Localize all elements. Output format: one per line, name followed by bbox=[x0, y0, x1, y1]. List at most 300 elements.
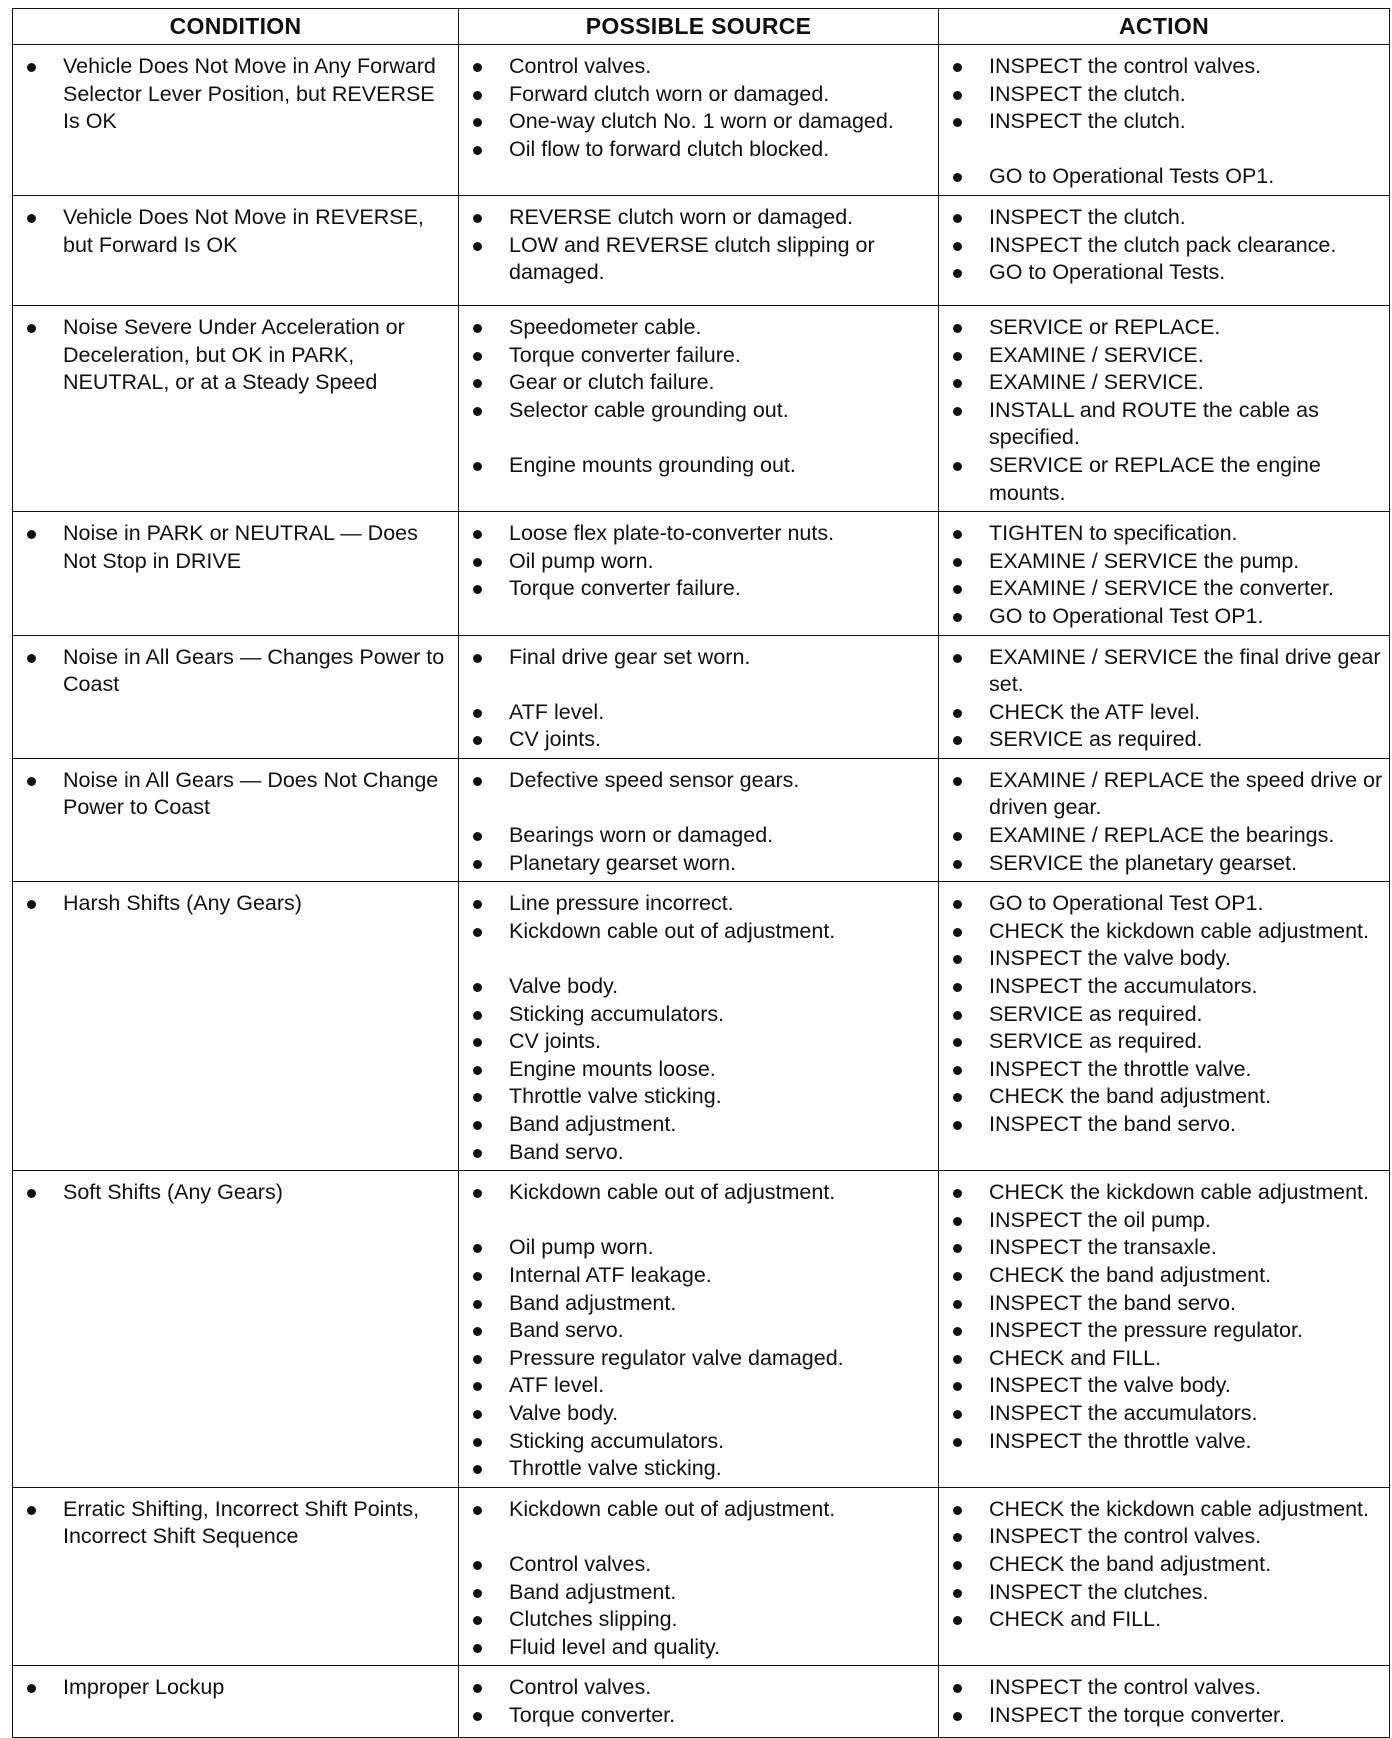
item-text: INSPECT the pressure regulator. bbox=[989, 1318, 1303, 1343]
source-cell bbox=[459, 305, 939, 511]
item-text: EXAMINE / SERVICE. bbox=[989, 370, 1204, 395]
list-item bbox=[23, 53, 452, 136]
list-item bbox=[469, 1400, 932, 1428]
item-text: Throttle valve sticking. bbox=[509, 1084, 722, 1109]
list-item bbox=[469, 1234, 932, 1262]
bullet-icon bbox=[473, 91, 482, 100]
list-item bbox=[23, 314, 452, 397]
list-item bbox=[469, 1496, 932, 1524]
list-item bbox=[469, 81, 932, 109]
list-item bbox=[949, 342, 1383, 370]
item-text: TIGHTEN to specification. bbox=[989, 521, 1238, 546]
bullet-icon bbox=[953, 1121, 962, 1130]
item-text: Soft Shifts (Any Gears) bbox=[63, 1180, 283, 1205]
item-text: ATF level. bbox=[509, 699, 605, 724]
bullet-icon bbox=[473, 324, 482, 333]
bullet-icon bbox=[473, 1244, 482, 1253]
table-row bbox=[13, 1666, 1390, 1738]
item-text: Control valves. bbox=[509, 1675, 652, 1700]
source-list bbox=[469, 1179, 932, 1483]
item-text: INSPECT the control valves. bbox=[989, 54, 1262, 78]
action-list bbox=[949, 314, 1383, 507]
table-body bbox=[13, 45, 1390, 1738]
bullet-icon bbox=[473, 1093, 482, 1102]
item-text: Improper Lockup bbox=[63, 1675, 225, 1700]
list-item bbox=[469, 726, 932, 754]
item-text: INSPECT the valve body. bbox=[989, 946, 1231, 971]
list-item bbox=[469, 342, 932, 370]
bullet-icon bbox=[473, 1066, 482, 1075]
source-list bbox=[469, 767, 932, 877]
diagnosis-table bbox=[12, 8, 1390, 1738]
bullet-icon bbox=[473, 736, 482, 745]
item-text: GO to Operational Tests OP1. bbox=[989, 164, 1275, 189]
item-text: SERVICE or REPLACE the engine mounts. bbox=[989, 452, 1321, 505]
action-cell bbox=[939, 758, 1390, 881]
item-text: INSPECT the torque converter. bbox=[989, 1702, 1285, 1727]
source-list bbox=[469, 1496, 932, 1662]
condition-cell bbox=[13, 758, 459, 881]
list-item bbox=[469, 1345, 932, 1373]
bullet-icon bbox=[953, 1272, 962, 1281]
list-item bbox=[949, 1674, 1383, 1702]
item-text: GO to Operational Test OP1. bbox=[989, 603, 1264, 628]
bullet-icon bbox=[473, 1355, 482, 1364]
list-item bbox=[949, 397, 1383, 452]
table-row bbox=[13, 1171, 1390, 1488]
list-item bbox=[23, 1496, 452, 1551]
list-item bbox=[949, 452, 1383, 507]
item-text: Band servo. bbox=[509, 1318, 624, 1343]
action-list bbox=[949, 1179, 1383, 1455]
bullet-icon bbox=[953, 530, 962, 539]
list-item bbox=[469, 1111, 932, 1139]
bullet-icon bbox=[473, 1561, 482, 1570]
item-text: SERVICE as required. bbox=[989, 1029, 1203, 1054]
item-text: CHECK the kickdown cable adjustment. bbox=[989, 1180, 1370, 1205]
header-row bbox=[13, 9, 1390, 45]
bullet-icon bbox=[473, 928, 482, 937]
item-text: Kickdown cable out of adjustment. bbox=[509, 918, 836, 943]
item-text: Band servo. bbox=[509, 1139, 624, 1164]
item-text: Engine mounts grounding out. bbox=[509, 452, 796, 477]
item-text: CHECK and FILL. bbox=[989, 1607, 1162, 1632]
item-text: Valve body. bbox=[509, 974, 619, 999]
list-item bbox=[469, 1290, 932, 1318]
item-text: Speedometer cable. bbox=[509, 314, 702, 339]
action-list bbox=[949, 1496, 1383, 1634]
list-item bbox=[949, 108, 1383, 136]
item-text: Noise in PARK or NEUTRAL — Does Not Stop in DRIVE bbox=[63, 521, 418, 573]
bullet-icon bbox=[27, 63, 36, 72]
item-text: CHECK the band adjustment. bbox=[989, 1262, 1272, 1287]
bullet-icon bbox=[473, 1616, 482, 1625]
item-text: LOW and REVERSE clutch slipping or damaged. bbox=[509, 232, 875, 285]
list-item bbox=[469, 1139, 932, 1167]
source-cell bbox=[459, 1666, 939, 1738]
list-item bbox=[949, 232, 1383, 260]
bullet-icon bbox=[953, 736, 962, 745]
list-item bbox=[469, 822, 932, 850]
item-text: Final drive gear set worn. bbox=[509, 644, 751, 669]
bullet-icon bbox=[473, 1438, 482, 1447]
bullet-icon bbox=[27, 900, 36, 909]
bullet-icon bbox=[953, 900, 962, 909]
bullet-icon bbox=[953, 1066, 962, 1075]
item-text: INSPECT the clutches. bbox=[989, 1579, 1209, 1604]
list-item bbox=[949, 1083, 1383, 1111]
bullet-icon bbox=[473, 1382, 482, 1391]
table-row bbox=[13, 882, 1390, 1171]
item-text: Vehicle Does Not Move in REVERSE, but Forward Is OK bbox=[63, 204, 424, 257]
item-text: INSTALL and ROUTE the cable as specified. bbox=[989, 397, 1319, 450]
bullet-icon bbox=[953, 1011, 962, 1020]
list-item bbox=[949, 767, 1383, 822]
item-text: Gear or clutch failure. bbox=[509, 370, 715, 395]
item-text: SERVICE or REPLACE. bbox=[989, 314, 1221, 339]
action-list bbox=[949, 1674, 1383, 1729]
table-row bbox=[13, 45, 1390, 196]
bullet-icon bbox=[953, 558, 962, 567]
list-item bbox=[469, 1634, 932, 1662]
list-item bbox=[469, 1551, 932, 1579]
list-item bbox=[949, 644, 1383, 699]
bullet-icon bbox=[953, 1038, 962, 1047]
source-cell bbox=[459, 635, 939, 758]
condition-list bbox=[23, 1496, 452, 1551]
list-item bbox=[469, 452, 932, 480]
source-cell bbox=[459, 1487, 939, 1666]
bullet-icon bbox=[473, 63, 482, 72]
item-text: Bearings worn or damaged. bbox=[509, 823, 774, 848]
bullet-icon bbox=[953, 1410, 962, 1419]
list-item bbox=[949, 520, 1383, 548]
item-text: Torque converter. bbox=[509, 1702, 676, 1727]
action-list bbox=[949, 767, 1383, 877]
list-item bbox=[949, 1400, 1383, 1428]
item-text: Clutches slipping. bbox=[509, 1607, 678, 1632]
bullet-icon bbox=[473, 709, 482, 718]
list-item bbox=[469, 1317, 932, 1345]
bullet-icon bbox=[473, 214, 482, 223]
condition-list bbox=[23, 890, 452, 918]
list-item bbox=[949, 204, 1383, 232]
item-text: One-way clutch No. 1 worn or damaged. bbox=[509, 109, 894, 134]
list-item bbox=[949, 1579, 1383, 1607]
header-condition: CONDITION bbox=[13, 9, 459, 45]
list-item bbox=[469, 520, 932, 548]
item-text: Kickdown cable out of adjustment. bbox=[509, 1496, 836, 1521]
list-item bbox=[949, 918, 1383, 946]
source-cell bbox=[459, 1171, 939, 1488]
item-text: Defective speed sensor gears. bbox=[509, 767, 800, 792]
item-text: Control valves. bbox=[509, 54, 652, 78]
action-cell bbox=[939, 882, 1390, 1171]
item-text: Band adjustment. bbox=[509, 1579, 677, 1604]
action-list bbox=[949, 204, 1383, 287]
list-item bbox=[949, 575, 1383, 603]
item-text: Erratic Shifting, Incorrect Shift Points, Incorrect Shift Sequence bbox=[63, 1496, 420, 1549]
list-item bbox=[949, 1523, 1383, 1551]
bullet-icon bbox=[953, 709, 962, 718]
bullet-icon bbox=[473, 900, 482, 909]
bullet-icon bbox=[473, 1712, 482, 1721]
bullet-icon bbox=[953, 832, 962, 841]
table-row bbox=[13, 305, 1390, 511]
source-list bbox=[469, 1674, 932, 1729]
condition-list bbox=[23, 204, 452, 259]
item-text: Kickdown cable out of adjustment. bbox=[509, 1180, 836, 1205]
bullet-icon bbox=[953, 1533, 962, 1542]
bullet-icon bbox=[953, 379, 962, 388]
item-text: INSPECT the oil pump. bbox=[989, 1207, 1211, 1232]
bullet-icon bbox=[953, 214, 962, 223]
condition-list bbox=[23, 767, 452, 822]
table-row bbox=[13, 512, 1390, 635]
bullet-icon bbox=[953, 1355, 962, 1364]
list-item bbox=[949, 163, 1383, 191]
item-text: INSPECT the band servo. bbox=[989, 1112, 1236, 1136]
action-cell bbox=[939, 1171, 1390, 1488]
list-item bbox=[949, 1207, 1383, 1235]
list-item bbox=[23, 644, 452, 699]
bullet-icon bbox=[27, 777, 36, 786]
list-item bbox=[949, 890, 1383, 918]
item-text: EXAMINE / SERVICE the final drive gear set. bbox=[989, 644, 1381, 697]
bullet-icon bbox=[27, 654, 36, 663]
bullet-icon bbox=[473, 983, 482, 992]
list-item bbox=[949, 1345, 1383, 1373]
bullet-icon bbox=[953, 1438, 962, 1447]
condition-list bbox=[23, 520, 452, 575]
action-cell bbox=[939, 1487, 1390, 1666]
item-text: EXAMINE / SERVICE. bbox=[989, 342, 1204, 367]
condition-cell bbox=[13, 635, 459, 758]
list-item bbox=[469, 1028, 932, 1056]
item-text: Engine mounts loose. bbox=[509, 1056, 716, 1081]
source-cell bbox=[459, 45, 939, 196]
list-item bbox=[949, 1262, 1383, 1290]
bullet-icon bbox=[953, 1561, 962, 1570]
item-text: Harsh Shifts (Any Gears) bbox=[63, 891, 302, 916]
bullet-icon bbox=[473, 1465, 482, 1474]
table-row bbox=[13, 1487, 1390, 1666]
bullet-icon bbox=[473, 585, 482, 594]
item-text: EXAMINE / REPLACE the speed drive or driven gear. bbox=[989, 767, 1383, 820]
bullet-icon bbox=[953, 983, 962, 992]
list-item bbox=[469, 1262, 932, 1290]
bullet-icon bbox=[953, 1189, 962, 1198]
source-list bbox=[469, 314, 932, 480]
list-item bbox=[469, 644, 932, 672]
bullet-icon bbox=[473, 1149, 482, 1158]
list-item bbox=[469, 136, 932, 164]
list-item bbox=[949, 1290, 1383, 1318]
list-item bbox=[949, 1179, 1383, 1207]
bullet-icon bbox=[953, 407, 962, 416]
bullet-icon bbox=[473, 118, 482, 127]
condition-list bbox=[23, 1179, 452, 1207]
list-item bbox=[949, 1372, 1383, 1400]
bullet-icon bbox=[473, 1684, 482, 1693]
item-text: EXAMINE / REPLACE the bearings. bbox=[989, 823, 1335, 848]
condition-cell bbox=[13, 512, 459, 635]
action-list bbox=[949, 520, 1383, 630]
action-cell bbox=[939, 512, 1390, 635]
list-item bbox=[949, 1111, 1383, 1139]
condition-cell bbox=[13, 1171, 459, 1488]
bullet-icon bbox=[473, 407, 482, 416]
list-item bbox=[949, 548, 1383, 576]
bullet-icon bbox=[27, 530, 36, 539]
item-text: Control valves. bbox=[509, 1551, 652, 1576]
item-text: CHECK the ATF level. bbox=[989, 699, 1201, 724]
list-item bbox=[23, 1179, 452, 1207]
list-item bbox=[23, 1674, 452, 1702]
source-cell bbox=[459, 512, 939, 635]
item-text: CHECK the kickdown cable adjustment. bbox=[989, 918, 1370, 943]
item-text: Noise Severe Under Acceleration or Deceleration, but OK in PARK, NEUTRAL, or at a Steady Speed bbox=[63, 314, 405, 395]
bullet-icon bbox=[953, 118, 962, 127]
list-item bbox=[23, 890, 452, 918]
list-item bbox=[469, 397, 932, 425]
list-item bbox=[949, 81, 1383, 109]
action-list bbox=[949, 53, 1383, 191]
list-item bbox=[949, 259, 1383, 287]
item-text: Internal ATF leakage. bbox=[509, 1262, 712, 1287]
list-item bbox=[949, 699, 1383, 727]
list-item bbox=[949, 1028, 1383, 1056]
source-cell bbox=[459, 758, 939, 881]
list-item bbox=[949, 850, 1383, 878]
item-text: CHECK the band adjustment. bbox=[989, 1551, 1272, 1576]
list-item bbox=[949, 1056, 1383, 1084]
item-text: SERVICE the planetary gearset. bbox=[989, 850, 1297, 875]
bullet-icon bbox=[473, 462, 482, 471]
bullet-icon bbox=[473, 1038, 482, 1047]
table-row bbox=[13, 758, 1390, 881]
source-list bbox=[469, 644, 932, 754]
item-text: Throttle valve sticking. bbox=[509, 1456, 722, 1481]
bullet-icon bbox=[953, 1712, 962, 1721]
list-item bbox=[949, 1317, 1383, 1345]
bullet-icon bbox=[953, 1589, 962, 1598]
list-item bbox=[469, 1083, 932, 1111]
item-text: GO to Operational Test OP1. bbox=[989, 891, 1264, 916]
bullet-icon bbox=[473, 558, 482, 567]
list-item bbox=[469, 1455, 932, 1483]
bullet-icon bbox=[953, 242, 962, 251]
bullet-icon bbox=[473, 1011, 482, 1020]
list-item bbox=[949, 1234, 1383, 1262]
list-item bbox=[469, 1579, 932, 1607]
bullet-icon bbox=[953, 777, 962, 786]
condition-cell bbox=[13, 882, 459, 1171]
source-cell bbox=[459, 882, 939, 1171]
item-text: Oil flow to forward clutch blocked. bbox=[509, 136, 830, 161]
item-text: Line pressure incorrect. bbox=[509, 891, 734, 916]
item-text: Sticking accumulators. bbox=[509, 1001, 725, 1026]
item-text: Vehicle Does Not Move in Any Forward Selector Lever Position, but REVERSE Is OK bbox=[63, 54, 436, 134]
list-item bbox=[469, 1702, 932, 1730]
item-text: CV joints. bbox=[509, 727, 602, 752]
list-item bbox=[949, 726, 1383, 754]
bullet-icon bbox=[953, 91, 962, 100]
bullet-icon bbox=[953, 1616, 962, 1625]
list-item bbox=[469, 575, 932, 603]
source-list bbox=[469, 204, 932, 287]
item-text: Noise in All Gears — Changes Power to Coast bbox=[63, 644, 445, 697]
bullet-icon bbox=[473, 1589, 482, 1598]
item-text: GO to Operational Tests. bbox=[989, 260, 1226, 285]
bullet-icon bbox=[473, 777, 482, 786]
bullet-icon bbox=[953, 462, 962, 471]
bullet-icon bbox=[473, 1327, 482, 1336]
condition-cell bbox=[13, 1487, 459, 1666]
bullet-icon bbox=[473, 1300, 482, 1309]
bullet-icon bbox=[953, 269, 962, 278]
bullet-icon bbox=[473, 242, 482, 251]
bullet-icon bbox=[473, 1410, 482, 1419]
item-text: INSPECT the band servo. bbox=[989, 1290, 1236, 1315]
bullet-icon bbox=[473, 1506, 482, 1515]
source-list bbox=[469, 53, 932, 163]
item-text: Selector cable grounding out. bbox=[509, 397, 789, 422]
item-text: Band adjustment. bbox=[509, 1290, 677, 1315]
list-item bbox=[469, 890, 932, 918]
action-cell bbox=[939, 195, 1390, 305]
list-item bbox=[949, 1428, 1383, 1456]
item-text: Oil pump worn. bbox=[509, 1235, 654, 1260]
item-text: CHECK and FILL. bbox=[989, 1345, 1162, 1370]
condition-list bbox=[23, 644, 452, 699]
source-list bbox=[469, 890, 932, 1166]
list-item bbox=[23, 204, 452, 259]
source-cell bbox=[459, 195, 939, 305]
list-item bbox=[469, 1179, 932, 1207]
item-text: Sticking accumulators. bbox=[509, 1428, 725, 1453]
list-item bbox=[469, 1428, 932, 1456]
bullet-icon bbox=[27, 214, 36, 223]
bullet-icon bbox=[953, 1244, 962, 1253]
bullet-icon bbox=[953, 654, 962, 663]
bullet-icon bbox=[473, 530, 482, 539]
item-text: CV joints. bbox=[509, 1029, 602, 1054]
item-text: INSPECT the transaxle. bbox=[989, 1235, 1217, 1260]
item-text: SERVICE as required. bbox=[989, 1001, 1203, 1026]
item-text: INSPECT the clutch. bbox=[989, 204, 1186, 229]
list-item bbox=[949, 603, 1383, 631]
action-cell bbox=[939, 635, 1390, 758]
source-list bbox=[469, 520, 932, 603]
list-item bbox=[469, 918, 932, 946]
bullet-icon bbox=[473, 352, 482, 361]
item-text: INSPECT the clutch pack clearance. bbox=[989, 232, 1337, 257]
bullet-icon bbox=[27, 1506, 36, 1515]
list-item bbox=[23, 520, 452, 575]
bullet-icon bbox=[953, 1327, 962, 1336]
bullet-icon bbox=[953, 1093, 962, 1102]
action-cell bbox=[939, 305, 1390, 511]
bullet-icon bbox=[953, 352, 962, 361]
condition-cell bbox=[13, 1666, 459, 1738]
list-item bbox=[949, 369, 1383, 397]
list-item bbox=[469, 232, 932, 287]
bullet-icon bbox=[953, 1300, 962, 1309]
list-item bbox=[469, 699, 932, 727]
bullet-icon bbox=[953, 1506, 962, 1515]
bullet-icon bbox=[953, 1217, 962, 1226]
